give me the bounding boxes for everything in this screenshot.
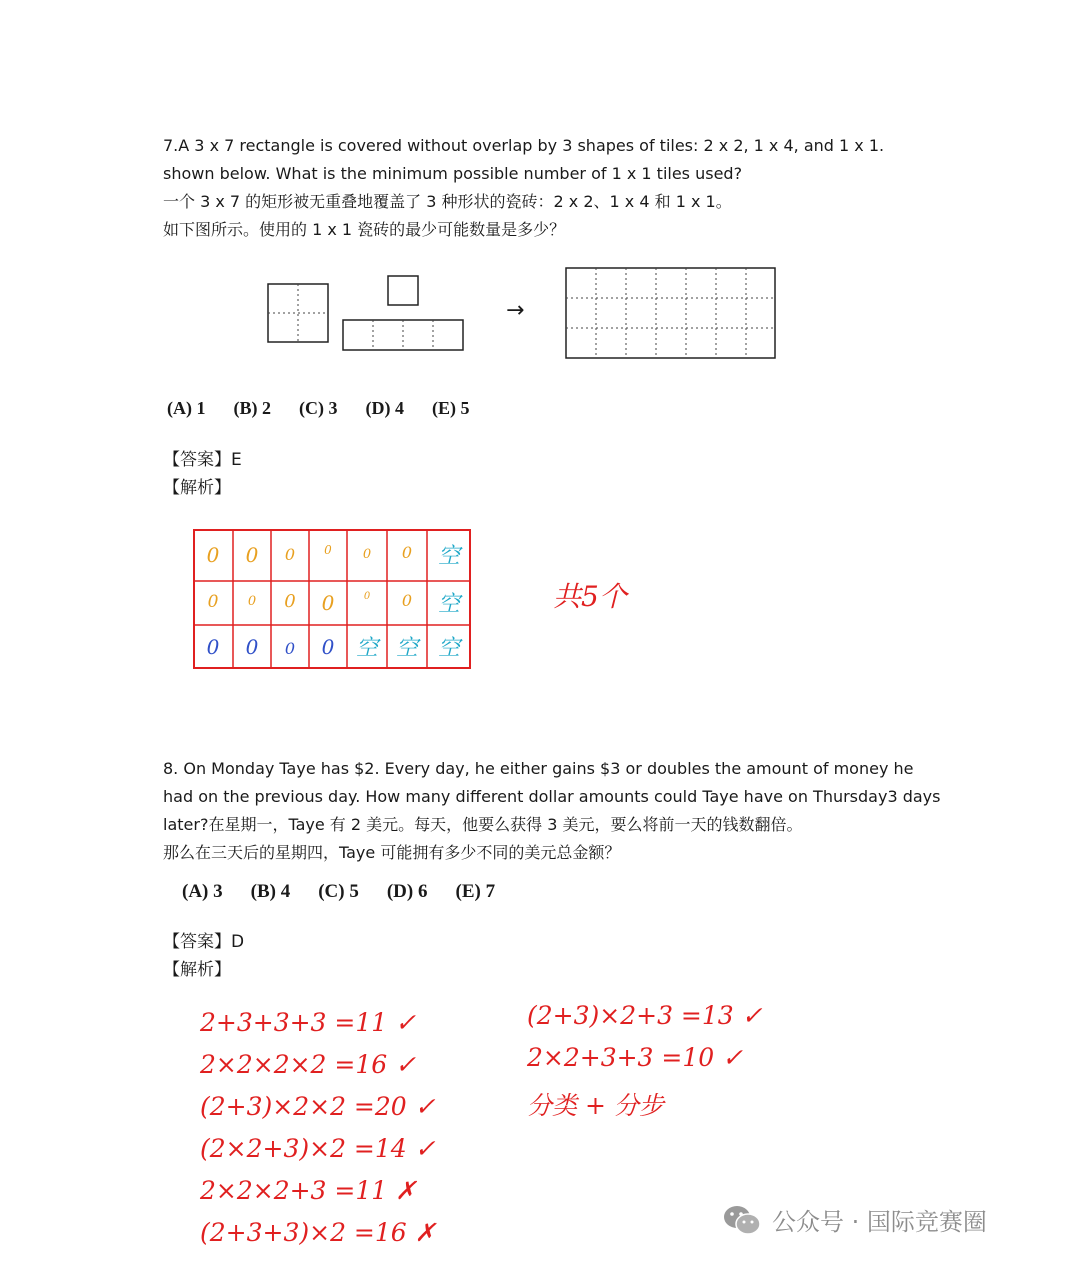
tile-2x2 xyxy=(268,284,328,342)
q7-choice-c: (C) 3 xyxy=(299,398,338,418)
q7-line-3: 一个 3 x 7 的矩形被无重叠地覆盖了 3 种形状的瓷砖：2 x 2、1 x 4 和 1 x 1。 xyxy=(163,192,732,211)
q7-analysis-label: 【解析】 xyxy=(163,478,231,498)
grid-cell: 空 xyxy=(437,544,460,569)
q7-answer: 【答案】E xyxy=(163,450,242,470)
q8-line-3: later?在星期一，Taye 有 2 美元。每天，他要么获得 3 美元，要么将前一天的钱数翻倍。 xyxy=(163,815,803,834)
grid-cell: 0 xyxy=(207,592,219,612)
q8-work-left xyxy=(200,1002,436,1254)
q7-choice-a: (A) 1 xyxy=(167,398,206,418)
q7-line-1: 7.A 3 x 7 rectangle is covered without overlap by 3 shapes of tiles: 2 x 2, 1 x 4, and 1 x 1. xyxy=(163,136,885,155)
q7-solution-grid xyxy=(193,529,471,669)
q7-text xyxy=(163,132,884,244)
grid-cell: 空 xyxy=(355,636,378,661)
grid-cell: 0 xyxy=(321,591,335,615)
arrow-icon: → xyxy=(506,298,525,323)
work-line: (2+3)×2+3 =13 ✓ xyxy=(527,1001,763,1030)
watermark-text: 公众号 · 国际竞赛圈 xyxy=(772,1208,987,1236)
tile-1x1 xyxy=(388,276,418,305)
q8-line-4: 那么在三天后的星期四，Taye 可能拥有多少不同的美元总金额？ xyxy=(163,843,621,862)
grid-cell: 0 xyxy=(206,635,220,659)
q7-line-2: shown below. What is the minimum possible number of 1 x 1 tiles used? xyxy=(163,164,743,183)
grid-cell: 0 xyxy=(245,635,259,659)
grid-cell: 0 xyxy=(247,594,257,609)
q8-choice-a: (A) 3 xyxy=(182,881,223,902)
grid-cell: 0 xyxy=(245,543,259,567)
q8-analysis-label: 【解析】 xyxy=(163,960,231,980)
q8-line-2: had on the previous day. How many different dollar amounts could Taye have on Thursday3 days xyxy=(163,787,941,806)
q8-choice-b: (B) 4 xyxy=(250,881,291,902)
work-line: 2+3+3+3 =11 ✓ xyxy=(200,1008,417,1037)
wechat-icon xyxy=(722,1203,762,1237)
q8-text xyxy=(163,755,940,867)
grid-cell: 空 xyxy=(437,592,460,617)
grid-cell: 0 xyxy=(324,543,332,557)
work-line: 分类 + 分步 xyxy=(527,1091,664,1120)
work-line: (2+3)×2×2 =20 ✓ xyxy=(200,1092,436,1121)
grid-cell: 0 xyxy=(321,635,335,659)
grid-cell: 0 xyxy=(284,591,296,612)
grid-cell: 0 xyxy=(206,543,220,567)
q7-line-4: 如下图所示。使用的 1 x 1 瓷砖的最少可能数量是多少？ xyxy=(163,220,566,239)
work-line: 2×2+3+3 =10 ✓ xyxy=(527,1043,744,1072)
grid-cell: 0 xyxy=(401,543,413,562)
q8-choice-d: (D) 6 xyxy=(386,881,428,902)
q7-choice-d: (D) 4 xyxy=(365,398,404,418)
tile-1x4 xyxy=(343,320,463,350)
grid-cell: 0 xyxy=(362,547,372,562)
q7-tile-diagram xyxy=(260,260,790,370)
target-rectangle-3x7 xyxy=(566,268,775,358)
watermark xyxy=(722,1202,987,1237)
grid-cell: 0 xyxy=(401,591,413,610)
q8-choice-e: (E) 7 xyxy=(455,881,496,902)
work-line: 2×2×2+3 =11 ✗ xyxy=(200,1176,417,1205)
grid-cell: 0 xyxy=(284,545,296,564)
q8-answer: 【答案】D xyxy=(163,932,245,952)
grid-cell: 0 xyxy=(284,639,296,658)
grid-cell: 0 xyxy=(363,591,371,602)
q8-work-right xyxy=(527,995,763,1127)
q8-choice-c: (C) 5 xyxy=(318,881,359,902)
q8-line-1: 8. On Monday Taye has $2. Every day, he either gains $3 or doubles the amount of money he xyxy=(163,759,914,778)
grid-cell: 空 xyxy=(437,636,460,661)
work-line: (2+3+3)×2 =16 ✗ xyxy=(200,1218,436,1247)
q7-choice-e: (E) 5 xyxy=(432,398,470,418)
grid-cell: 空 xyxy=(395,636,418,661)
q7-handwritten-note: 共5个 xyxy=(553,580,627,613)
work-line: 2×2×2×2 =16 ✓ xyxy=(200,1050,417,1079)
work-line: (2×2+3)×2 =14 ✓ xyxy=(200,1134,436,1163)
q8-choices xyxy=(182,881,523,903)
q7-choices xyxy=(167,398,498,419)
q7-choice-b: (B) 2 xyxy=(233,398,271,418)
